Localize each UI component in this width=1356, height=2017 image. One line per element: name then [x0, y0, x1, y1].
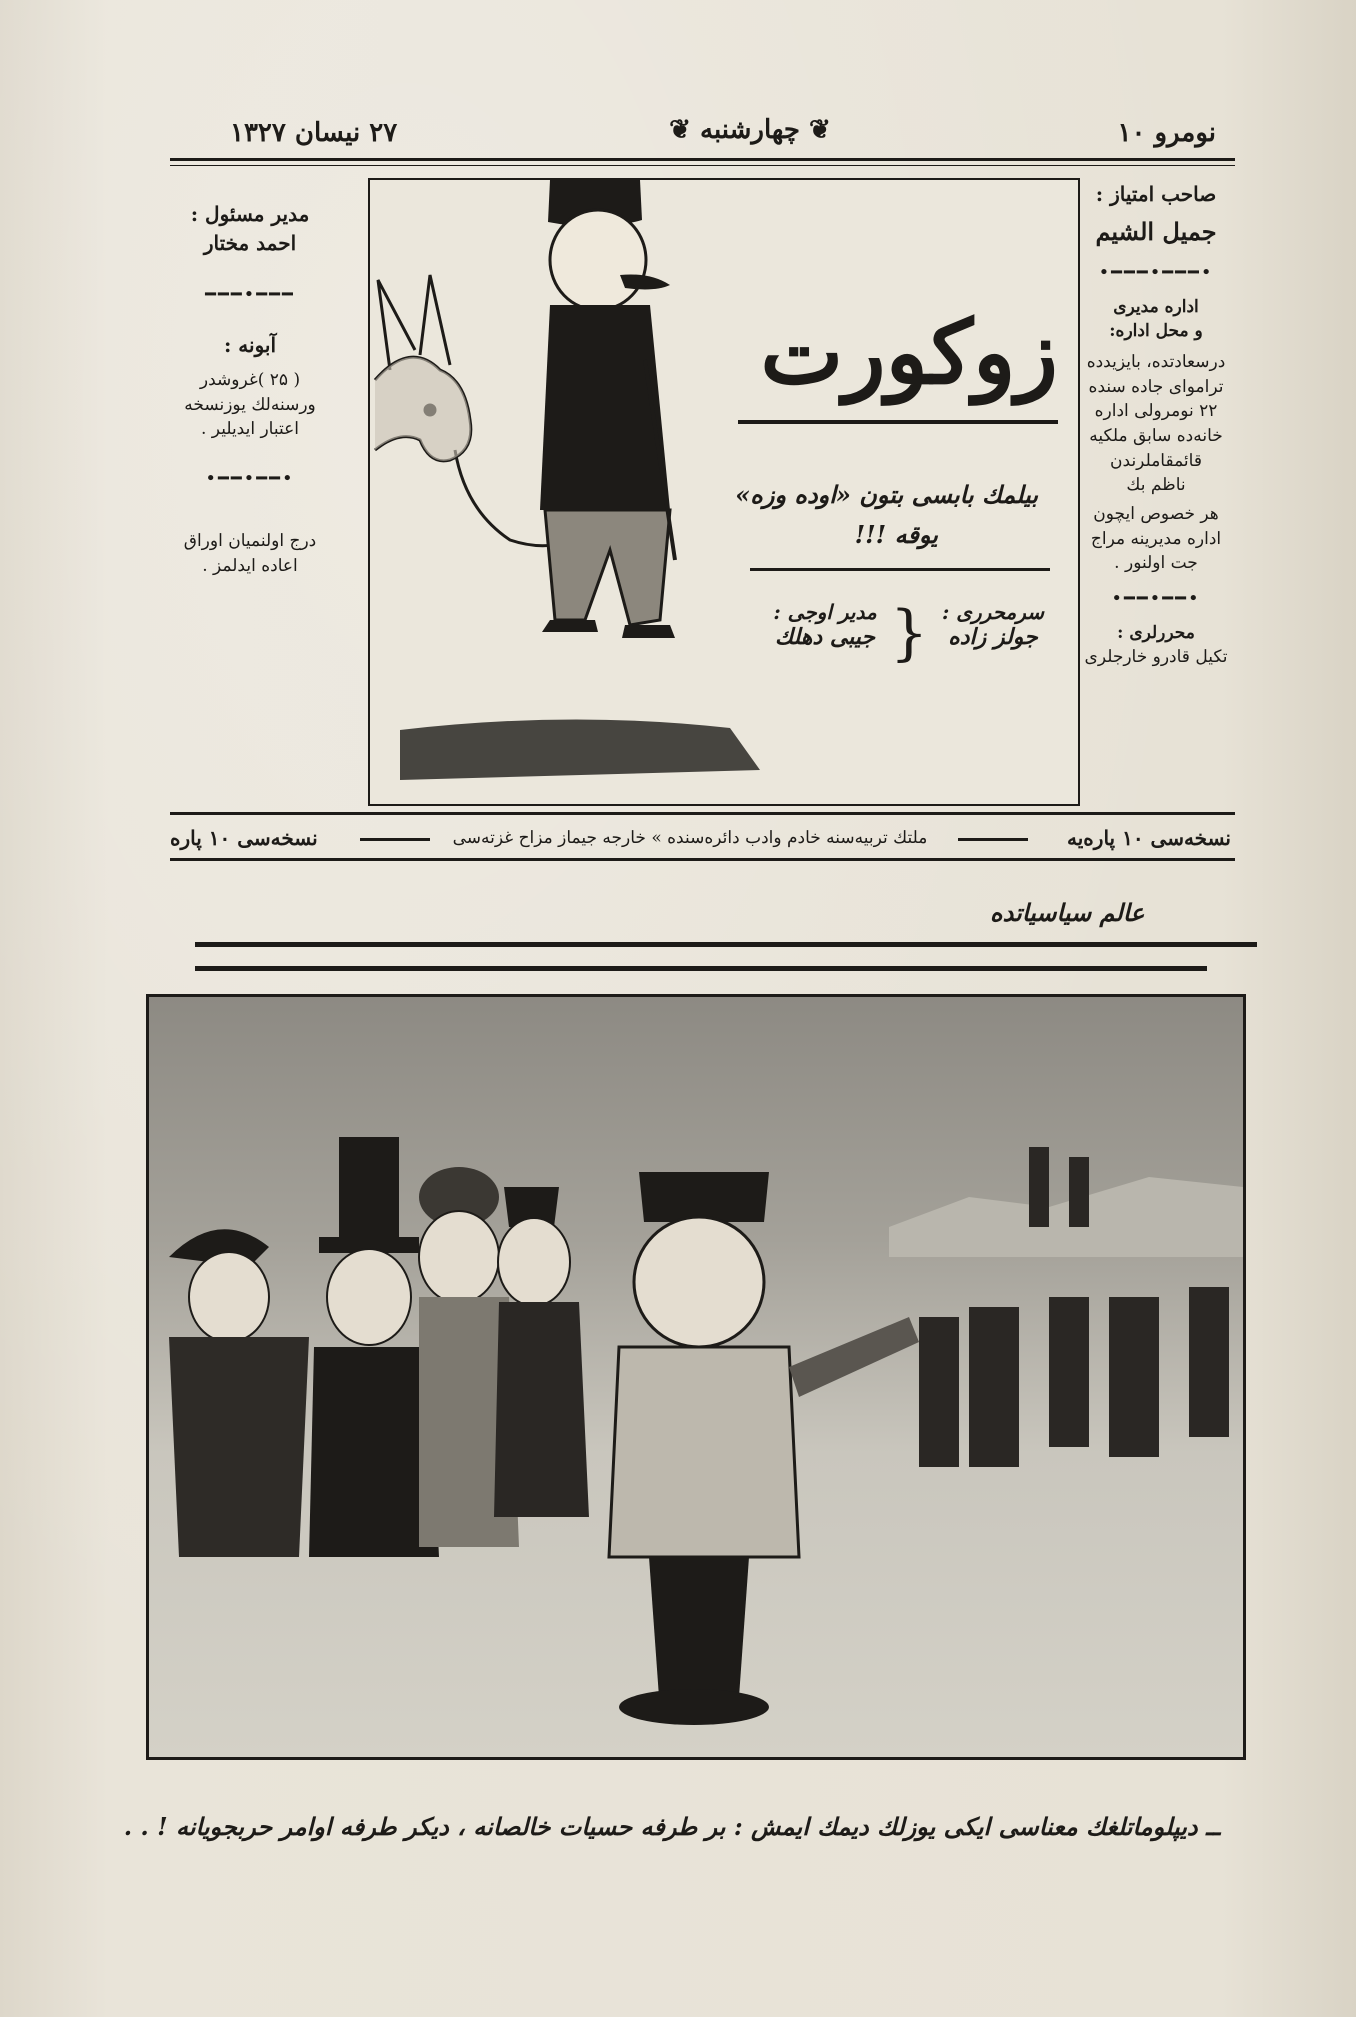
ornament-right-icon: ❦ [809, 115, 831, 145]
returns-line: درج اولنمیان اوراق [183, 530, 317, 551]
address-line: درسعادتده، بایزیدده [1086, 352, 1226, 373]
price-right: نسخه‌سی ۱۰ پاره‌یه [1067, 826, 1231, 850]
owner-name: جمیل الشیم [1095, 217, 1217, 246]
shoe-left [542, 620, 598, 632]
divider-ornament: •━━•━━• [205, 467, 295, 489]
motto-flourish-right [958, 838, 1028, 841]
top-rule-thin [170, 165, 1235, 166]
issue-date: ۲۷ نیسان ۱۳۲۷ [230, 118, 398, 148]
director-block [750, 600, 900, 650]
price-left: نسخه‌سی ۱۰ پاره [170, 826, 318, 850]
caption-underline [750, 568, 1050, 571]
section-heading: عالم سیاسیاتده [990, 898, 1145, 927]
owner-label: صاحب امتیاز : [1095, 182, 1217, 206]
soldier [969, 1307, 1019, 1467]
newspaper-title: زوکورت [760, 300, 1058, 404]
band-rule-top [170, 812, 1235, 815]
editor-name: احمد مختار [203, 231, 297, 255]
ornament-left-icon: ❦ [669, 115, 691, 145]
director-name: جیبی دهلك [774, 624, 876, 650]
weekday: چهارشنبه [700, 115, 800, 145]
subscription-line: ورسنه‌لك یوزنسخه [184, 394, 316, 415]
political-cartoon [146, 994, 1246, 1760]
admin-label-1: اداره مدیری [1113, 296, 1199, 317]
fez-icon [639, 1172, 769, 1222]
man-illustration [540, 180, 675, 638]
chief-writer-label: سرمحرری : [941, 600, 1045, 624]
subscription-line: اعتبار ایدیلیر . [201, 419, 299, 440]
admin-label-2: و محل اداره: [1109, 321, 1203, 342]
hills [889, 1177, 1243, 1257]
trousers [545, 510, 670, 625]
face [550, 210, 646, 310]
note-line: جت اولنور . [1114, 553, 1198, 574]
masthead-weekday-block [640, 115, 860, 145]
director-label: مدیر اوجی : [773, 600, 877, 624]
soldier [1049, 1297, 1089, 1447]
cartoon-caption: ــ دیپلوماتلغك معناسی ایکی یوزلك دیمك ایمش : بر طرفه حسیات خالصانه ، دیکر طرفه اوامر حربجویانه ! . . [123, 1812, 1220, 1841]
shoe-right [622, 625, 675, 638]
cartoon-illustration [149, 997, 1243, 1757]
pointing-arm [789, 1317, 919, 1397]
title-underline [738, 420, 1058, 424]
soldier [919, 1317, 959, 1467]
divider-ornament: ━━━•━━━ [205, 284, 295, 305]
top-rule [170, 158, 1235, 161]
address-line: ۲۲ نومرولی اداره [1094, 401, 1218, 422]
owner-column [1066, 180, 1246, 670]
title-caption-1: بیلمك بابسی بتون «اوده وزه» [735, 480, 1038, 509]
diplomats-group [169, 1137, 589, 1557]
issue-number: نومرو ۱۰ [1117, 118, 1216, 148]
section-rule-2 [195, 966, 1207, 971]
motto-flourish-left [360, 838, 430, 841]
chief-writer-name: جولز زاده [948, 624, 1038, 650]
subscription-line: ( ۲۵ )غروشدر [199, 370, 301, 390]
soldier [1069, 1157, 1089, 1227]
divider-ornament: •━━━•━━━• [1098, 261, 1214, 283]
subscription-label: آبونه : [223, 333, 277, 357]
editor-column [150, 200, 350, 578]
brace-icon: } [890, 598, 929, 668]
title-art-frame [368, 178, 1080, 806]
section-rule [195, 942, 1257, 947]
editor-label: مدیر مسئول : [190, 202, 310, 226]
motto: ملتك تربیه‌سنه خادم وادب دائره‌سنده » خارجه جیماز مزاح غزته‌سی [452, 828, 928, 848]
title-caption-2: یوقه !!! [854, 520, 938, 549]
chief-writer-block [918, 600, 1068, 650]
central-officer [609, 1172, 919, 1725]
divider-ornament: •━━•━━• [1111, 587, 1201, 609]
top-hat-icon [339, 1137, 399, 1247]
soldier [1029, 1147, 1049, 1227]
soldier [1109, 1297, 1159, 1457]
note-line: هر خصوص ایچون [1093, 503, 1219, 524]
returns-line: اعاده ایدلمز . [202, 555, 298, 576]
ground-shadow [400, 719, 760, 780]
writers: تکیل قادرو خارجلری [1084, 647, 1228, 668]
soldier [1189, 1287, 1229, 1437]
address-line: قائمقاملرندن [1110, 450, 1202, 471]
mustache [620, 274, 670, 289]
donkey-fill [375, 357, 471, 461]
band-rule-bottom [170, 858, 1235, 861]
writers-label: محررلری : [1117, 622, 1195, 643]
address-line: ناظم بك [1126, 475, 1186, 496]
address-line: خانه‌ده سابق ملکیه [1089, 426, 1223, 446]
address-line: تراموای جاده سنده [1088, 376, 1224, 397]
note-line: اداره مدیرینه مراج [1090, 528, 1222, 549]
